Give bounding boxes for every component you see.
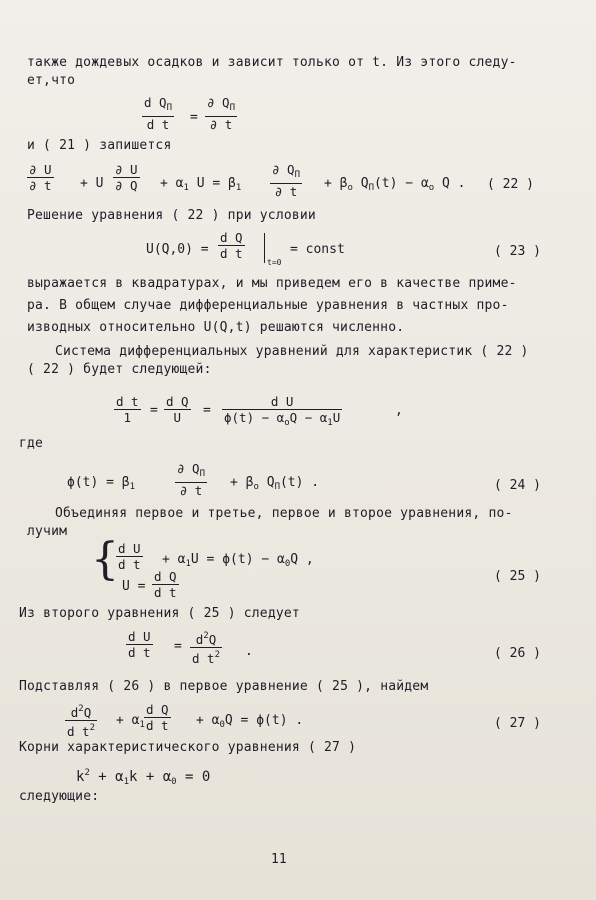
page-number: 11 <box>271 852 287 867</box>
text-line: и ( 21 ) запишется <box>27 138 172 153</box>
equation-number: ( 23 ) <box>494 244 541 259</box>
equation-characteristic: $k^2 + \alpha_1k + \alpha_0 = 0$ <box>76 768 211 787</box>
equation-number: ( 25 ) <box>494 569 541 584</box>
text-line: следующие: <box>19 789 100 804</box>
text-line: Подставляя ( 26 ) в первое уравнение ( 25 ), найдем <box>19 679 429 694</box>
text-line: Корни характеристического уравнения ( 27 ) <box>19 740 357 755</box>
text-line: Объединяя первое и третье, первое и второе уравнения, по- <box>55 506 513 521</box>
text-line: ра. В общем случае дифференциальные уравнения в частных про- <box>27 298 509 313</box>
text-line: ( 22 ) будет следующей: <box>27 362 212 377</box>
text-line: также дождевых осадков и зависит только от t. Из этого следу- <box>27 55 517 70</box>
text-line: ет,что <box>27 73 76 88</box>
text-line: Система дифференциальных уравнений для характеристик ( 22 ) <box>55 344 529 359</box>
text-line: изводных относительно U(Q,t) решаются численно. <box>27 320 405 335</box>
equation-number: ( 22 ) <box>487 177 534 192</box>
equation-number: ( 27 ) <box>494 716 541 731</box>
left-brace: { <box>91 534 119 585</box>
document-page: также дождевых осадков и зависит только от t. Из этого следу- ет,что d $Q_П$ d t = ∂ $Q_П$ ∂ t и ( 21 ) запишется ∂ U ∂ t + U ∂ U ∂ Q + $\alpha_1$ $U = \beta_1$ ∂ $Q_П$ ∂ t + $\beta_о$ $Q_П(t) - \alpha_о$ Q . ( 22 ) Решение уравнения ( 22 ) при условии U(Q,0) = d Q d t t=0 = const ( 23 ) выражается в квадратурах, и мы приведем его в качестве приме- ра. В общем случае дифференциальные уравнения в частных про- изводных относительно U(Q,t) решаются численно. Система дифференциальных уравнений для характеристик ( 22 ) ( 22 ) будет следующей: d t 1 = d Q U = d U $\phi(t) - \alpha_оQ - \alpha_1U$ , где $\phi(t) = \beta_1$ ∂ $Q_П$ ∂ t + $\beta_о$ $Q_П(t)$ . ( 24 ) Объединяя первое и третье, первое и второе уравнения, по- лучим { d U d t + $\alpha_1U = \phi(t) - \alpha_0Q$ , U = d Q d t ( 25 ) Из второго уравнения ( 25 ) следует d U d t = $d^2Q$ d $t^2$ . ( 26 ) Подставляя ( 26 ) в первое уравнение ( 25 ), найдем $d^2Q$ d $t^2$ + $\alpha_1$ d Q d t + $\alpha_0Q = \phi(t)$ . ( 27 ) Корни характеристического уравнения ( 27 ) $k^2 + \alpha_1k + \alpha_0 = 0$ следующие: 11 <box>0 0 596 900</box>
text-line: где <box>19 436 44 451</box>
text-line: лучим <box>27 524 68 539</box>
text-line: выражается в квадратурах, и мы приведем его в качестве приме- <box>27 276 517 291</box>
equation-number: ( 26 ) <box>494 646 541 661</box>
text-line: Из второго уравнения ( 25 ) следует <box>19 606 300 621</box>
equation-number: ( 24 ) <box>494 478 541 493</box>
text-line: Решение уравнения ( 22 ) при условии <box>27 208 316 223</box>
